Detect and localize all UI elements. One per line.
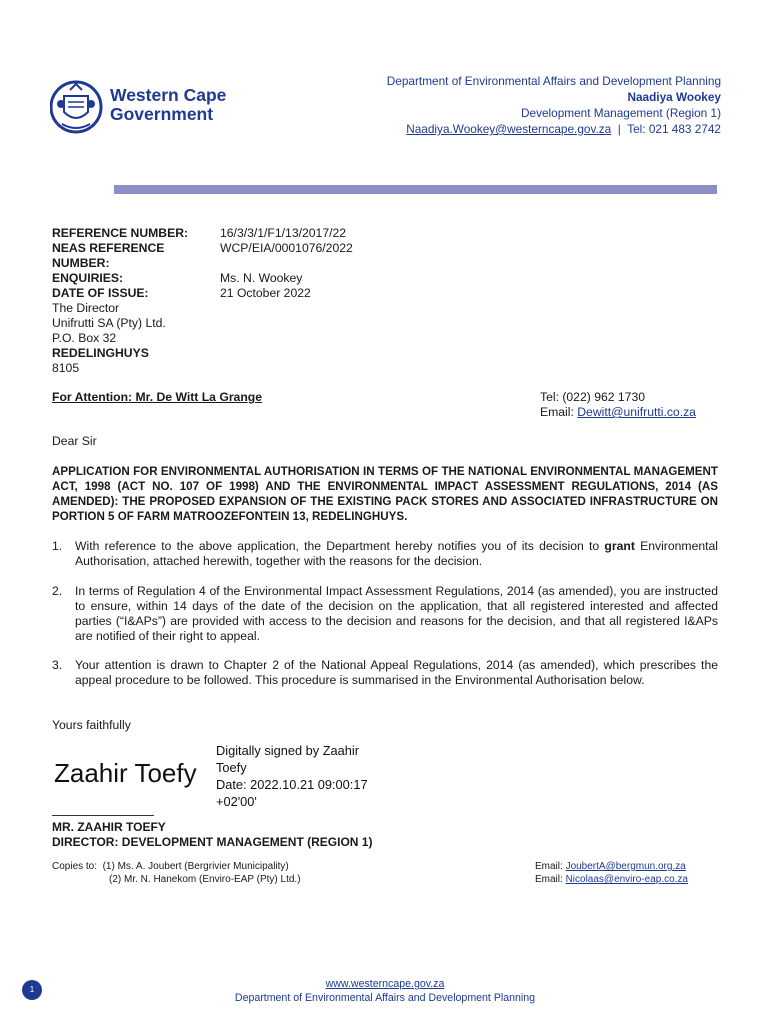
- reference-row: [52, 226, 353, 241]
- copies-label: Copies to:: [52, 861, 98, 872]
- paragraph-number: 1.: [52, 539, 63, 553]
- recipient-email-link[interactable]: Dewitt@unifrutti.co.za: [577, 405, 696, 419]
- signer-block: [52, 820, 372, 850]
- footer-department: Department of Environmental Affairs and Development Planning: [234, 992, 536, 1004]
- paragraph-text: Your attention is drawn to Chapter 2 of the National Appeal Regulations, 2014 (as amended), which prescribes the appeal procedure to be followed. This procedure is summarised in the Environmental Authorisation below.: [75, 658, 718, 687]
- recipient-address: [52, 301, 166, 376]
- reference-value: 21 October 2022: [220, 286, 311, 300]
- copies-emails: [535, 860, 688, 886]
- copies-email-link[interactable]: Nicolaas@enviro-eap.co.za: [565, 874, 688, 885]
- signature-info-line: Digitally signed by Zaahir: [216, 743, 359, 758]
- copies-email-label: Email:: [535, 861, 566, 872]
- copies-email-label: Email:: [535, 874, 566, 885]
- header-department: Department of Environmental Affairs and Development Planning: [386, 74, 721, 88]
- reference-label: REFERENCE NUMBER:: [52, 226, 189, 240]
- reference-block: [52, 226, 353, 301]
- header-tel: Tel: 021 483 2742: [627, 122, 721, 136]
- numbered-paragraph: [52, 658, 718, 688]
- header-name: Naadiya Wookey: [627, 90, 721, 104]
- paragraph-text: Environmental Authorisation, attached herewith, together with the reasons for the decision.: [75, 539, 718, 568]
- signature-rule: [52, 815, 154, 816]
- page-number-badge: 1: [22, 980, 42, 1000]
- recipient-contact: [540, 390, 696, 420]
- copies-item: (1) Ms. A. Joubert (Bergrivier Municipality): [102, 861, 289, 872]
- western-cape-logo: [50, 74, 250, 144]
- digital-signature-info: [216, 742, 368, 810]
- paragraph-number: 2.: [52, 584, 63, 598]
- logo-line-1: Western Cape: [110, 85, 227, 105]
- letterhead-contact: [387, 73, 721, 137]
- recipient-tel: Tel: (022) 962 1730: [540, 390, 646, 404]
- salutation: Dear Sir: [52, 434, 97, 448]
- address-line: Unifrutti SA (Pty) Ltd.: [52, 316, 166, 330]
- paragraph-text: With reference to the above application, the Department hereby notifies you of its decision to: [75, 539, 605, 553]
- reference-value: Ms. N. Wookey: [220, 271, 303, 285]
- header-separator: |: [617, 122, 621, 136]
- reference-row: [52, 241, 353, 271]
- reference-value: 16/3/3/1/F1/13/2017/22: [220, 226, 347, 240]
- address-line: 8105: [52, 361, 80, 375]
- address-line: The Director: [52, 301, 120, 315]
- header-email-link[interactable]: Naadiya.Wookey@westerncape.gov.za: [406, 122, 612, 136]
- header-rule: [114, 185, 717, 194]
- numbered-paragraph: [52, 539, 718, 569]
- copies-email-link[interactable]: JoubertA@bergmun.org.za: [565, 861, 686, 872]
- reference-label: NEAS REFERENCE NUMBER:: [52, 241, 165, 270]
- coat-of-arms-icon: [50, 74, 106, 138]
- reference-label: DATE OF ISSUE:: [52, 286, 149, 300]
- digital-signature-name: Zaahir Toefy: [54, 758, 197, 788]
- paragraph-number: 3.: [52, 658, 63, 672]
- signer-title: DIRECTOR: DEVELOPMENT MANAGEMENT (REGION 1): [52, 835, 373, 849]
- letter-subject: APPLICATION FOR ENVIRONMENTAL AUTHORISATION IN TERMS OF THE NATIONAL ENVIRONMENTAL MANAGEMENT ACT, 1998 (ACT NO. 107 OF 1998) AND THE ENVIRONMENTAL IMPACT ASSESSMENT REGULATIONS, 2014 (AS AMENDED): THE PROPOSED EXPANSION OF THE EXISTING PACK STORES AND ASSOCIATED INFRASTRUCTURE ON PORTION 5 OF FARM MATROOZEFONTEIN 13, REDELINGHUYS.: [52, 465, 718, 523]
- logo-line-2: Government: [110, 104, 214, 124]
- footer-website-link[interactable]: www.westerncape.gov.za: [325, 978, 445, 990]
- paragraph-bold-text: grant: [604, 539, 635, 553]
- address-line: REDELINGHUYS: [52, 346, 149, 360]
- page-footer: [0, 977, 770, 1005]
- signature-info-line: Toefy: [216, 760, 247, 775]
- attention-line: For Attention: Mr. De Witt La Grange: [52, 390, 263, 404]
- copies-item: (2) Mr. N. Hanekom (Enviro-EAP (Pty) Ltd.): [109, 874, 301, 885]
- closing: Yours faithfully: [52, 718, 131, 732]
- numbered-paragraph: [52, 584, 718, 644]
- address-line: P.O. Box 32: [52, 331, 117, 345]
- reference-row: [52, 286, 353, 301]
- reference-value: WCP/EIA/0001076/2022: [220, 241, 353, 255]
- header-unit: Development Management (Region 1): [521, 106, 721, 120]
- signer-name: MR. ZAAHIR TOEFY: [52, 820, 166, 834]
- paragraph-text: In terms of Regulation 4 of the Environmental Impact Assessment Regulations, 2014 (as amended), you are instructed to ensure, within 14 days of the date of the decision on the application, that all registered interested and affected parties (“I&APs”) are provided with access to the decision and reasons for the decision, and that all registered I&APs are notified of their right to appeal.: [75, 584, 718, 643]
- signature-info-line: +02'00': [216, 794, 257, 809]
- reference-label: ENQUIRIES:: [52, 271, 124, 285]
- reference-row: [52, 271, 353, 286]
- signature-info-line: Date: 2022.10.21 09:00:17: [216, 777, 368, 792]
- copies-list: [52, 860, 301, 886]
- recipient-email-label: Email:: [540, 405, 578, 419]
